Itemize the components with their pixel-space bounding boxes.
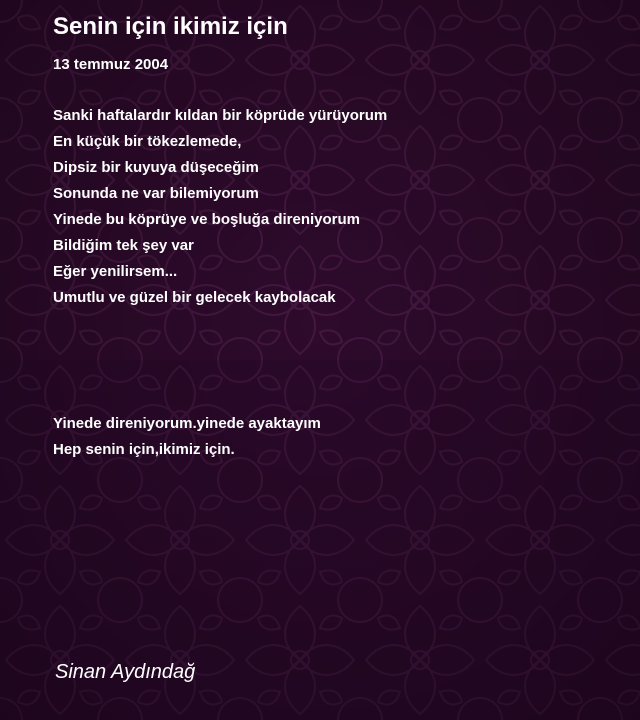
- poem-title: Senin için ikimiz için: [53, 13, 288, 40]
- poem-line: Yinede bu köprüye ve boşluğa direniyorum: [53, 211, 361, 228]
- poem-line: Yinede direniyorum.yinede ayaktayım: [53, 415, 321, 432]
- poem-line: Sonunda ne var bilemiyorum: [53, 185, 259, 202]
- poem-author: Sinan Aydındağ: [55, 661, 196, 683]
- poem-line: Bildiğim tek şey var: [53, 237, 194, 254]
- stanza-2: [53, 411, 321, 463]
- poem-date: 13 temmuz 2004: [53, 56, 169, 73]
- poem-line: Sanki haftalardır kıldan bir köprüde yürüyorum: [53, 107, 388, 124]
- poem-line: Hep senin için,ikimiz için.: [53, 441, 235, 458]
- stanza-1: [53, 103, 387, 311]
- poem-line: Umutlu ve güzel bir gelecek kaybolacak: [53, 289, 336, 306]
- poem-line: En küçük bir tökezlemede,: [53, 133, 242, 150]
- poem-line: Eğer yenilirsem...: [53, 263, 178, 280]
- poem-line: Dipsiz bir kuyuya düşeceğim: [53, 159, 259, 176]
